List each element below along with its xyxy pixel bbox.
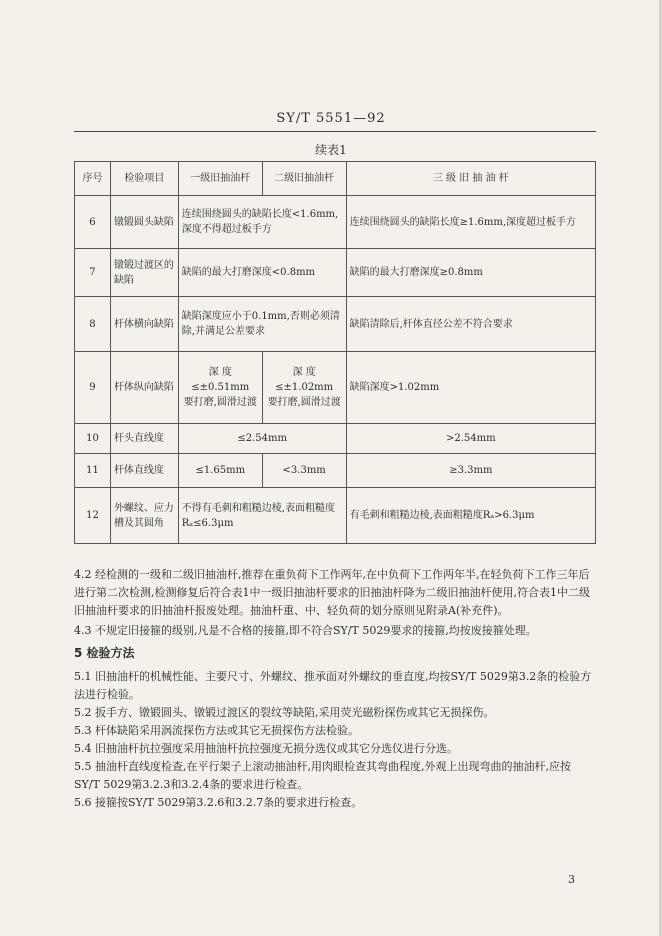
row-item: 杆头直线度 bbox=[110, 424, 178, 454]
row-grade1: ≤1.65mm bbox=[178, 454, 262, 488]
col-header-item: 检验项目 bbox=[110, 162, 178, 196]
row-no: 7 bbox=[75, 249, 111, 297]
depth-note: 要打磨,圆滑过渡 bbox=[183, 397, 257, 408]
row-item: 镦锻过渡区的缺陷 bbox=[110, 249, 178, 297]
table-header-row bbox=[75, 162, 596, 196]
col-header-grade2: 二级旧抽油杆 bbox=[262, 162, 346, 196]
row-grade1-depth bbox=[178, 352, 262, 424]
table-title: 续表1 bbox=[315, 143, 347, 157]
row-no: 8 bbox=[75, 297, 111, 352]
row-grade3: 缺陷深度>1.02mm bbox=[346, 352, 595, 424]
row-grade3: 缺陷清除后,杆体直径公差不符合要求 bbox=[346, 297, 595, 352]
table-row bbox=[75, 352, 596, 424]
paragraph-5-1: 5.1 旧抽油杆的机械性能、主要尺寸、外螺纹、推承面对外螺纹的垂直度,均按SY/T 5029第3.2条的检验方法进行检验。 bbox=[74, 670, 592, 701]
table-row bbox=[75, 196, 596, 249]
row-no: 6 bbox=[75, 196, 111, 249]
paragraph-5-2: 5.2 扳手方、镦锻圆头、镦锻过渡区的裂纹等缺陷,采用荧光磁粉探伤或其它无损探伤。 bbox=[74, 706, 495, 719]
page-number: 3 bbox=[568, 873, 575, 886]
paragraph-4-3: 4.3 不规定旧接箍的级别,凡是不合格的接箍,即不符合SY/T 5029要求的接箍,均按废接箍处理。 bbox=[74, 624, 537, 637]
table-row bbox=[75, 297, 596, 352]
table-row bbox=[75, 488, 596, 544]
paragraph-5-5: 5.5 抽油杆直线度检查,在平行架子上滚动抽油杆,用肉眼检查其弯曲程度,外观上出现弯曲的抽油杆,应按SY/T 5029第3.2.3和3.2.4条的要求进行检查。 bbox=[74, 760, 571, 791]
row-grade3: ≥3.3mm bbox=[346, 454, 595, 488]
row-no: 10 bbox=[75, 424, 111, 454]
depth-label: 深 度 bbox=[208, 367, 232, 378]
row-grade12: ≤2.54mm bbox=[178, 424, 346, 454]
depth-note: 要打磨,圆滑过渡 bbox=[267, 397, 341, 408]
row-item: 外螺纹、应力槽及其圆角 bbox=[110, 488, 178, 544]
row-grade12: 连续围绕圆头的缺陷长度<1.6mm,深度不得超过板手方 bbox=[178, 196, 346, 249]
row-no: 11 bbox=[75, 454, 111, 488]
row-item: 杆体直线度 bbox=[110, 454, 178, 488]
row-grade2: <3.3mm bbox=[262, 454, 346, 488]
row-grade12: 缺陷深度应小于0.1mm,否则必须清除,并满足公差要求 bbox=[178, 297, 346, 352]
paragraph-5-3: 5.3 杆体缺陷采用涡流探伤方法或其它无损探伤方法检验。 bbox=[74, 724, 359, 737]
depth-label: 深 度 bbox=[292, 367, 316, 378]
row-grade3: >2.54mm bbox=[346, 424, 595, 454]
header-rule bbox=[74, 131, 596, 132]
row-item: 杆体横向缺陷 bbox=[110, 297, 178, 352]
row-no: 9 bbox=[75, 352, 111, 424]
row-grade3: 连续围绕圆头的缺陷长度≥1.6mm,深度超过板手方 bbox=[346, 196, 595, 249]
paragraph-4-2: 4.2 经检测的一级和二级旧抽油杆,推荐在重负荷下工作两年,在中负荷下工作两年半,在轻负荷下工作三年后进行第二次检测,检测修复后符合表1中一级旧抽油杆要求的旧抽油杆降为二级旧抽油杆使用,符合表1中二级旧抽油杆要求的旧抽油杆报废处理。抽油杆重、中、轻负荷的划分原则见附录A(补充件)。 bbox=[74, 568, 590, 617]
depth-value: ≤±0.51mm bbox=[191, 382, 250, 393]
row-grade3: 有毛刺和粗糙边棱,表面粗糙度Rₐ>6.3μm bbox=[346, 488, 595, 544]
table-row bbox=[75, 249, 596, 297]
row-no: 12 bbox=[75, 488, 111, 544]
row-grade12: 不得有毛刺和粗糙边棱,表面粗糙度Rₐ≤6.3μm bbox=[178, 488, 346, 544]
standard-header: SY/T 5551—92 bbox=[276, 111, 386, 126]
row-grade3: 缺陷的最大打磨深度≥0.8mm bbox=[346, 249, 595, 297]
row-item: 镦锻圆头缺陷 bbox=[110, 196, 178, 249]
body-text bbox=[74, 566, 594, 812]
col-header-no: 序号 bbox=[75, 162, 111, 196]
row-grade2-depth bbox=[262, 352, 346, 424]
col-header-grade3: 三 级 旧 抽 油 杆 bbox=[346, 162, 595, 196]
col-header-grade1: 一级旧抽油杆 bbox=[178, 162, 262, 196]
row-item: 杆体纵向缺陷 bbox=[110, 352, 178, 424]
section-5-title: 5 检验方法 bbox=[74, 646, 135, 660]
row-grade12: 缺陷的最大打磨深度<0.8mm bbox=[178, 249, 346, 297]
table-row bbox=[75, 424, 596, 454]
depth-value: ≤±1.02mm bbox=[275, 382, 334, 393]
paragraph-5-6: 5.6 接箍按SY/T 5029第3.2.6和3.2.7条的要求进行检查。 bbox=[74, 796, 363, 809]
paragraph-5-4: 5.4 旧抽油杆抗拉强度采用抽油杆抗拉强度无损分选仪或其它分选仪进行分选。 bbox=[74, 742, 458, 755]
inspection-table bbox=[74, 161, 596, 544]
table-row bbox=[75, 454, 596, 488]
